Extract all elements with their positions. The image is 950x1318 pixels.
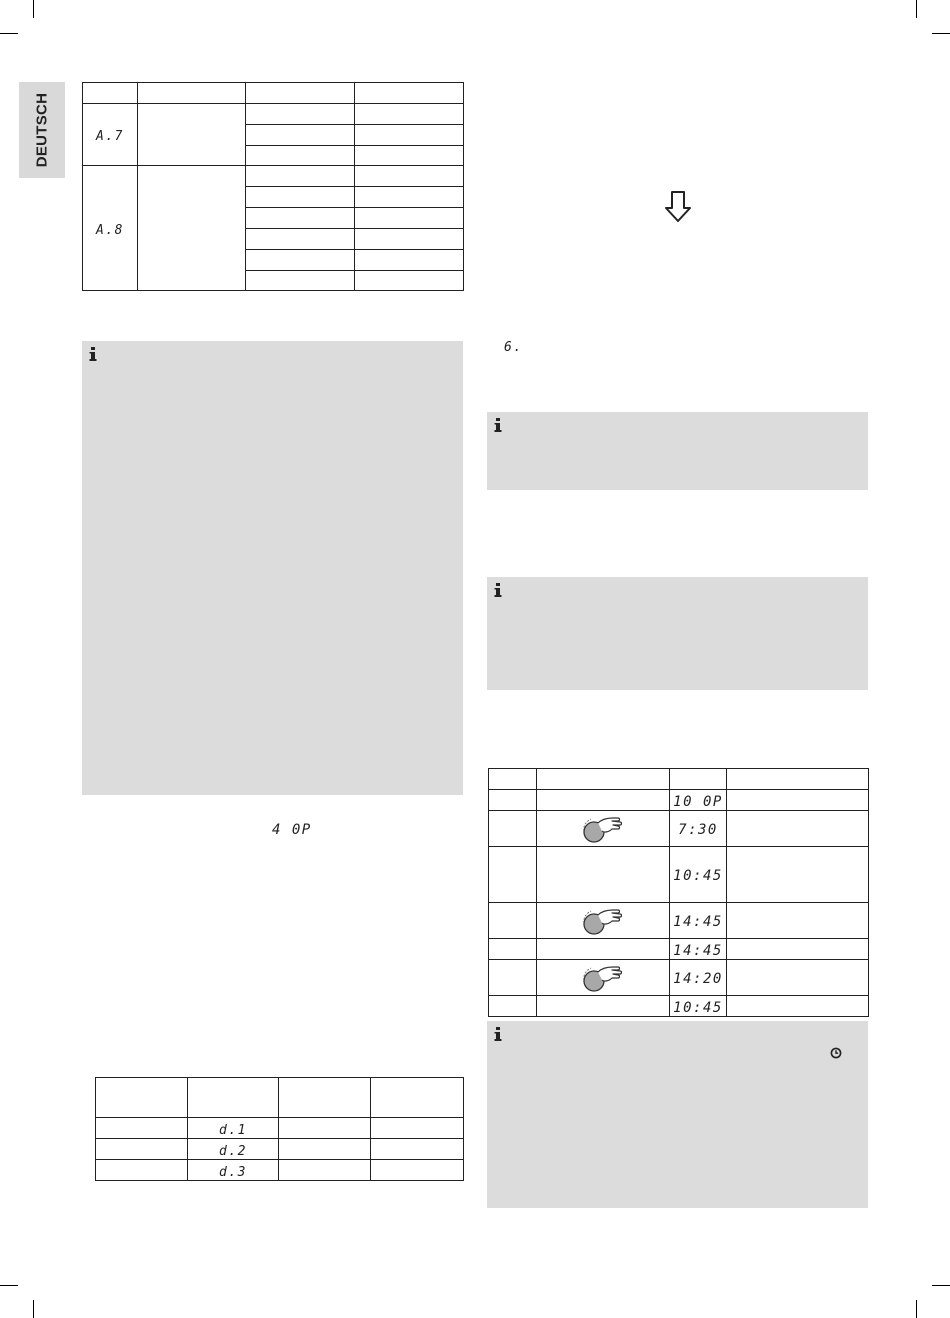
table-cell xyxy=(246,104,355,125)
crop-mark xyxy=(916,0,917,18)
time-setting-table xyxy=(488,768,869,1017)
table-header-cell xyxy=(537,769,670,790)
info-box xyxy=(82,341,463,795)
table-header-cell xyxy=(138,83,246,104)
table-cell xyxy=(727,903,869,939)
rotary-knob-icon xyxy=(537,906,669,936)
table-header-cell xyxy=(96,1078,188,1118)
table-cell xyxy=(489,996,537,1017)
table-cell xyxy=(246,229,355,250)
display-cell xyxy=(670,811,727,847)
display-cell xyxy=(670,903,727,939)
table-cell xyxy=(371,1160,464,1181)
table-cell xyxy=(355,250,464,271)
info-icon xyxy=(493,418,503,432)
display-cell xyxy=(670,790,727,811)
info-icon xyxy=(88,347,98,361)
display-cell xyxy=(670,939,727,960)
table-cell xyxy=(138,104,246,166)
table-cell xyxy=(246,250,355,271)
table-header-cell xyxy=(489,769,537,790)
degree-code-cell xyxy=(188,1160,279,1181)
table-cell xyxy=(489,811,537,847)
rotary-knob-icon xyxy=(537,814,669,844)
degree-code: d.1 xyxy=(219,1122,247,1138)
table-row xyxy=(83,104,464,125)
degree-code: d.2 xyxy=(219,1143,247,1159)
action-cell xyxy=(537,939,670,960)
step-label: 6. xyxy=(504,340,523,355)
table-cell xyxy=(727,996,869,1017)
table-cell xyxy=(96,1139,188,1160)
table-cell xyxy=(246,271,355,291)
action-cell xyxy=(537,996,670,1017)
table-cell xyxy=(279,1118,371,1139)
table-header-cell xyxy=(727,769,869,790)
table-cell xyxy=(489,939,537,960)
crop-mark xyxy=(0,33,18,34)
table-row xyxy=(489,811,869,847)
table-cell xyxy=(279,1160,371,1181)
crop-mark xyxy=(33,0,34,18)
action-cell xyxy=(537,811,670,847)
info-icon xyxy=(493,583,503,597)
table-cell xyxy=(355,166,464,187)
program-code: A.7 xyxy=(96,129,124,144)
info-icon xyxy=(493,1027,503,1041)
rotary-knob-icon xyxy=(537,963,669,993)
table-cell xyxy=(489,903,537,939)
degree-code-cell xyxy=(188,1139,279,1160)
table-header-row xyxy=(83,83,464,104)
program-code-cell xyxy=(83,166,138,291)
table-row xyxy=(489,790,869,811)
table-cell xyxy=(489,790,537,811)
table-cell xyxy=(371,1118,464,1139)
clock-icon xyxy=(830,1047,842,1059)
table-header-cell xyxy=(670,769,727,790)
table-header-cell xyxy=(188,1078,279,1118)
table-cell xyxy=(246,208,355,229)
crop-mark xyxy=(932,1285,950,1286)
table-row xyxy=(96,1139,464,1160)
table-cell xyxy=(246,166,355,187)
table-cell xyxy=(727,790,869,811)
table-cell xyxy=(355,104,464,125)
display-readout: 4 0P xyxy=(272,822,312,838)
table-cell xyxy=(246,146,355,166)
degree-code: d.3 xyxy=(219,1164,247,1180)
action-cell xyxy=(537,847,670,903)
table-cell xyxy=(727,939,869,960)
table-row xyxy=(489,939,869,960)
table-row xyxy=(489,960,869,996)
table-header-cell xyxy=(355,83,464,104)
program-code-cell xyxy=(83,104,138,166)
display-cell xyxy=(670,960,727,996)
table-row xyxy=(489,847,869,903)
time-display: 7:30 xyxy=(678,822,718,838)
language-tab-label: DEUTSCH xyxy=(33,92,51,168)
table-header-cell xyxy=(279,1078,371,1118)
time-display: 14:20 xyxy=(673,971,723,987)
table-header-cell xyxy=(371,1078,464,1118)
table-cell xyxy=(355,271,464,291)
time-display: 14:45 xyxy=(673,914,723,930)
crop-mark xyxy=(33,1300,34,1318)
table-header-row xyxy=(489,769,869,790)
degree-table xyxy=(95,1077,464,1181)
info-box xyxy=(487,1021,868,1208)
program-table xyxy=(82,82,464,291)
table-cell xyxy=(246,187,355,208)
degree-code-cell xyxy=(188,1118,279,1139)
table-cell xyxy=(727,811,869,847)
info-box xyxy=(487,577,868,690)
language-tab xyxy=(19,82,65,178)
action-cell xyxy=(537,960,670,996)
table-cell xyxy=(489,960,537,996)
table-cell xyxy=(727,960,869,996)
info-box xyxy=(487,412,868,490)
table-row xyxy=(489,996,869,1017)
table-cell xyxy=(279,1139,371,1160)
table-row xyxy=(83,166,464,187)
crop-mark xyxy=(0,1285,18,1286)
table-cell xyxy=(355,146,464,166)
table-cell xyxy=(355,229,464,250)
crop-mark xyxy=(916,1300,917,1318)
table-header-cell xyxy=(246,83,355,104)
display-cell xyxy=(670,996,727,1017)
table-cell xyxy=(355,208,464,229)
table-cell xyxy=(489,847,537,903)
table-row xyxy=(96,1118,464,1139)
display-cell xyxy=(670,847,727,903)
table-cell xyxy=(246,125,355,146)
program-code: A.8 xyxy=(96,222,124,238)
crop-mark xyxy=(932,33,950,34)
table-cell xyxy=(355,187,464,208)
table-header-cell xyxy=(83,83,138,104)
table-row xyxy=(96,1160,464,1181)
table-cell xyxy=(727,847,869,903)
time-display: 10:45 xyxy=(673,999,723,1016)
action-cell xyxy=(537,790,670,811)
time-display: 10 0P xyxy=(673,793,723,810)
table-cell xyxy=(96,1118,188,1139)
table-cell xyxy=(138,166,246,291)
down-arrow-icon xyxy=(664,190,692,224)
table-cell xyxy=(355,125,464,146)
table-row xyxy=(489,903,869,939)
time-display: 14:45 xyxy=(673,942,723,959)
table-header-row xyxy=(96,1078,464,1118)
time-display: 10:45 xyxy=(673,868,723,884)
table-cell xyxy=(371,1139,464,1160)
action-cell xyxy=(537,903,670,939)
table-cell xyxy=(96,1160,188,1181)
